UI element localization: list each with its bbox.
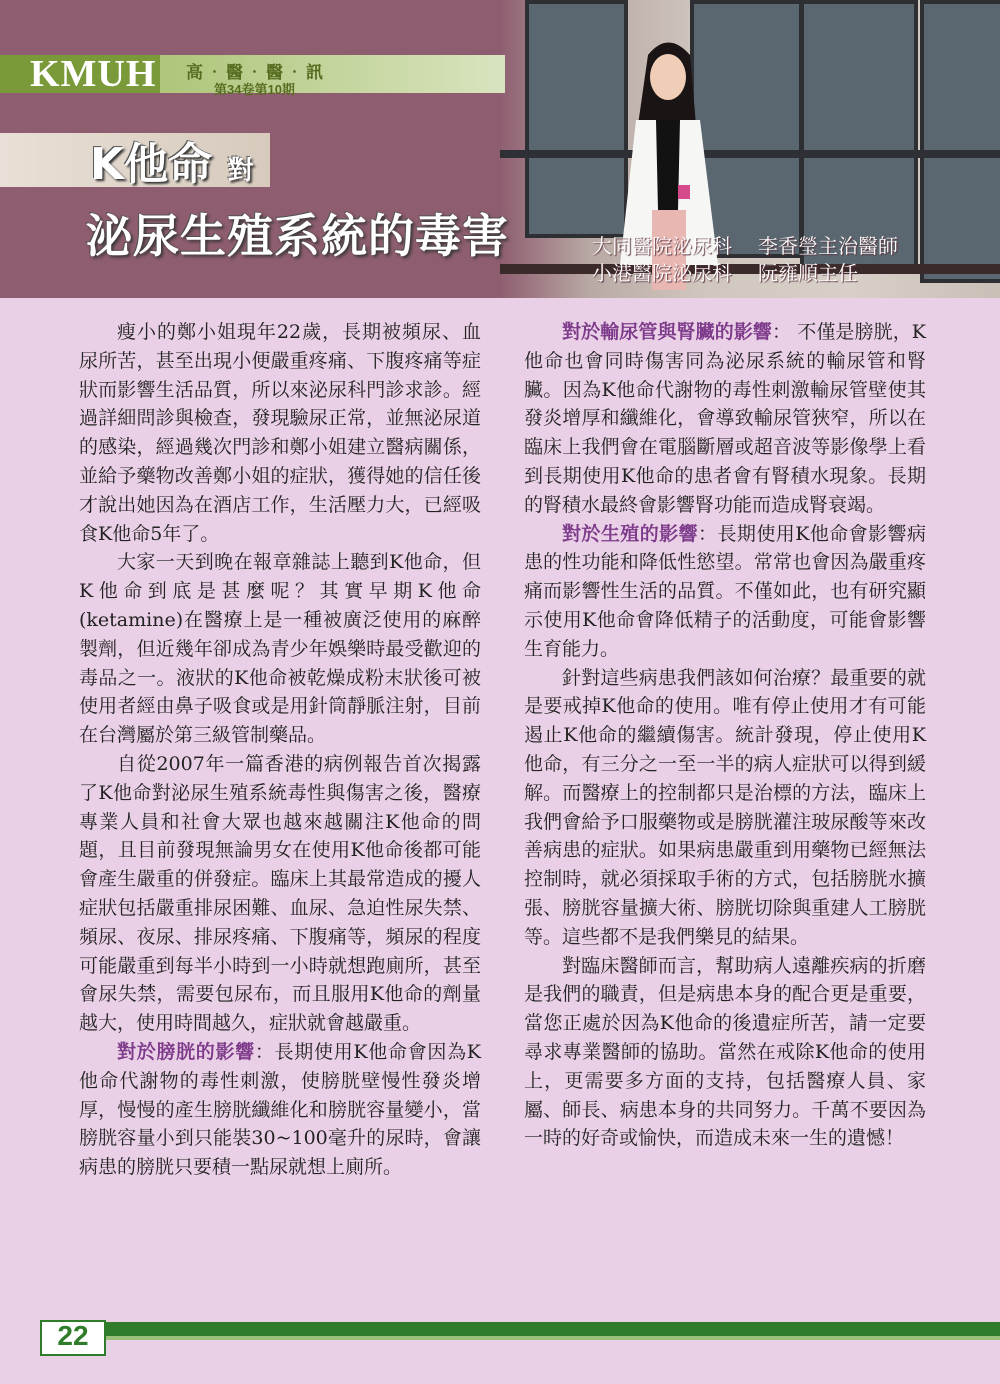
author-1: 大同醫院泌尿科 李香瑩主治醫師 bbox=[592, 234, 898, 258]
issue-number: 第34卷第10期 bbox=[214, 82, 295, 97]
footer-stripe bbox=[105, 1322, 1000, 1336]
paragraph: 大家一天到晚在報章雜誌上聽到K他命，但K他命到底是甚麼呢？其實早期K他命(ketamine)在醫療上是一種被廣泛使用的麻醉製劑，但近幾年卻成為青少年娛樂時最受歡迎的毒品之一。液狀的K他命被乾燥成粉末狀後可被使用者經由鼻子吸食或是用針筒靜脈注射，目前在台灣屬於第三級管制藥品。 bbox=[79, 551, 481, 747]
paragraph: 瘦小的鄭小姐現年22歲，長期被頻尿、血尿所苦，甚至出現小便嚴重疼痛、下腹疼痛等症狀而影響生活品質，所以來泌尿科門診求診。經過詳細問診與檢查，發現驗尿正常，並無泌尿道的感染，經過幾次門診和鄭小姐建立醫病關係，並給予藥物改善鄭小姐的症狀，獲得她的信任後才說出她因為在酒店工作，生活壓力大，已經吸食K他命5年了。 bbox=[79, 321, 481, 545]
article-column-right bbox=[524, 318, 926, 1153]
paragraph: 對於膀胱的影響：長期使用K他命會因為K他命代謝物的毒性刺激，使膀胱壁慢性發炎增厚，慢慢的產生膀胱纖維化和膀胱容量變小，當膀胱容量小到只能裝30~100毫升的尿時，會讓病患的膀胱只要積一點尿就想上廁所。 bbox=[79, 1040, 481, 1179]
title-to: 對 bbox=[227, 156, 254, 186]
paragraph: 針對這些病患我們該如何治療？最重要的就是要戒掉K他命的使用。唯有停止使用才有可能遏止K他命的繼續傷害。統計發現，停止使用K他命，有三分之一至一半的病人症狀可以得到緩解。而醫療上的控制都只是治標的方法，臨床上我們會給予口服藥物或是膀胱灌注玻尿酸等來改善病患的症狀。如果病患嚴重到用藥物已經無法控制時，就必須採取手術的方式，包括膀胱水擴張、膀胱容量擴大術、膀胱切除與重建人工膀胱等。這些都不是我們樂見的結果。 bbox=[524, 666, 926, 948]
paragraph: 對於輸尿管與腎臟的影響： 不僅是膀胱，K他命也會同時傷害同為泌尿系統的輸尿管和腎臟。因為K他命代謝物的毒性刺激輸尿管壁使其發炎增厚和纖維化，會導致輸尿管狹窄，所以在臨床上我們會在電腦斷層或超音波等影像學上看到長期使用K他命的患者會有腎積水現象。長期的腎積水最終會影響腎功能而造成腎衰竭。 bbox=[524, 321, 926, 516]
article-title-line2: 泌尿生殖系統的毒害 bbox=[86, 209, 509, 263]
article-title-line1 bbox=[90, 128, 253, 192]
footer-line bbox=[105, 1336, 1000, 1340]
magazine-name: 高‧醫‧醫‧訊 bbox=[186, 63, 326, 82]
bottom-margin bbox=[0, 1360, 1000, 1384]
section-heading: 對於輸尿管與腎臟的影響 bbox=[562, 321, 773, 343]
section-heading: 對於生殖的影響 bbox=[562, 522, 699, 545]
author-list bbox=[592, 233, 924, 287]
paragraph: 自從2007年一篇香港的病例報告首次揭露了K他命對泌尿生殖系統毒性與傷害之後，醫療專業人員和社會大眾也越來越關注K他命的問題，且目前發現無論男女在使用K他命後都可能會產生嚴重的併發症。臨床上其最常造成的擾人症狀包括嚴重排尿困難、血尿、急迫性尿失禁、頻尿、夜尿、排尿疼痛、下腹痛等，頻尿的程度可能嚴重到每半小時到一小時就想跑廁所，甚至會尿失禁，需要包尿布，而且服用K他命的劑量越大，使用時間越久，症狀就會越嚴重。 bbox=[79, 752, 481, 1035]
paragraph: 對臨床醫師而言，幫助病人遠離疾病的折磨是我們的職責，但是病患本身的配合更是重要，當您正處於因為K他命的後遺症所苦，請一定要尋求專業醫師的協助。當然在戒除K他命的使用上，更需要多方面的支持，包括醫療人員、家屬、師長、病患本身的共同努力。千萬不要因為一時的好奇或愉快，而造成未來一生的遺憾！ bbox=[524, 954, 926, 1150]
header-banner bbox=[0, 0, 1000, 298]
title-k-drug: K他命 bbox=[90, 139, 213, 190]
section-heading: 對於膀胱的影響 bbox=[117, 1040, 255, 1063]
article-column-left bbox=[79, 318, 481, 1182]
page-number: 22 bbox=[57, 1320, 89, 1351]
kmuh-logo: KMUH bbox=[30, 53, 157, 95]
author-2: 小港醫院泌尿科 阮雍順主任 bbox=[592, 261, 858, 285]
paragraph: 對於生殖的影響：長期使用K他命會影響病患的性功能和降低性慾望。常常也會因為嚴重疼痛而影響性生活的品質。不僅如此，也有研究顯示使用K他命會降低精子的活動度，可能會影響生育能力。 bbox=[524, 522, 926, 660]
